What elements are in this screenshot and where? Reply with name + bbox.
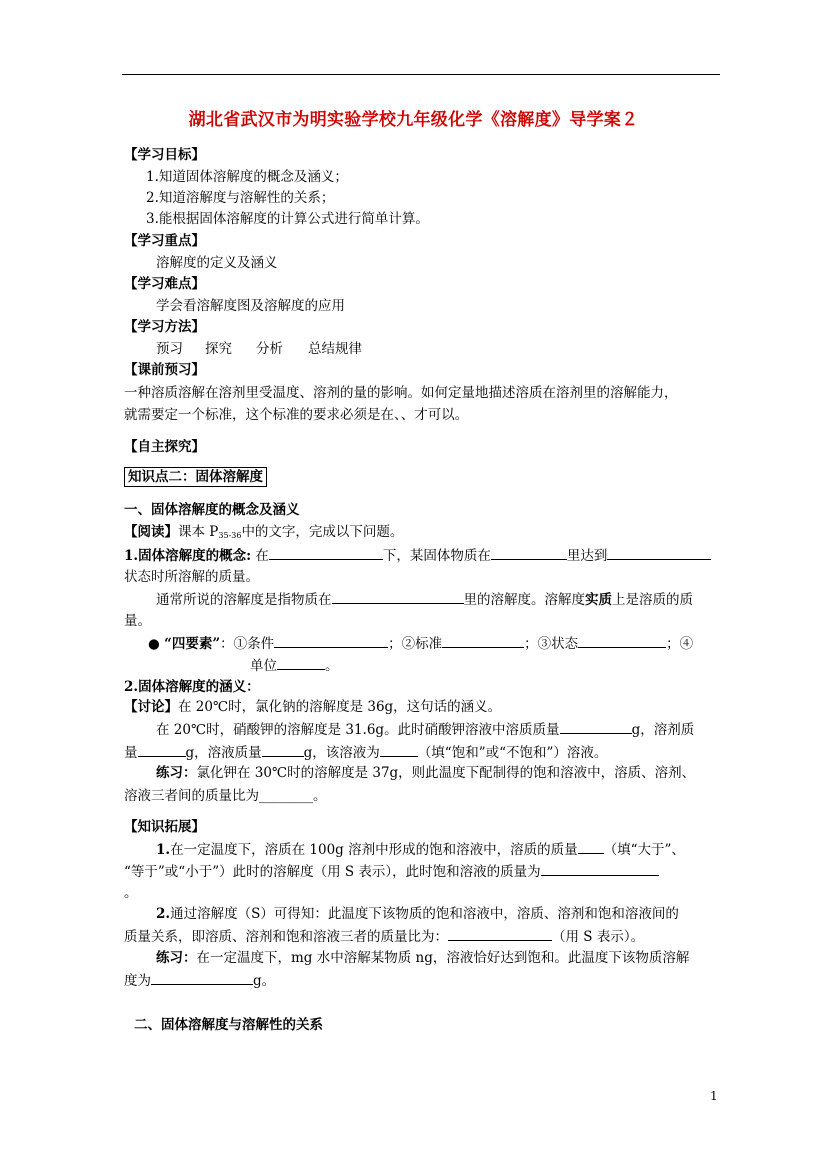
solubility-blank[interactable] — [151, 971, 253, 985]
expand-text: （填“大于”、 — [603, 842, 685, 858]
meaning-heading: 2.固体溶解度的涵义： — [124, 679, 260, 695]
section1-heading: 一、固体溶解度的概念及涵义 — [124, 502, 300, 518]
expand-p3 — [156, 949, 689, 967]
bullet-icon: ● — [148, 636, 160, 652]
standard-blank[interactable] — [442, 634, 524, 648]
expand-p1-line2 — [124, 862, 659, 881]
knowledge-point-title: 知识点二：固体溶解度 — [124, 467, 267, 487]
saturated-mass-blank[interactable] — [541, 862, 659, 876]
difficulty-heading: 【学习难点】 — [124, 276, 205, 292]
solute-mass-blank[interactable] — [560, 720, 632, 734]
focus-heading: 【学习重点】 — [124, 233, 205, 249]
status-blank[interactable] — [578, 634, 666, 648]
practice-text: 氯化钾在 30℃时的溶解度是 37g，则此温度下配制得的饱和溶液中，溶质、溶剂、 — [196, 765, 696, 781]
discuss-line — [124, 698, 501, 716]
usual-bold: 实质 — [585, 592, 612, 608]
expand-text: 质量关系，即溶质、溶剂和饱和溶液三者的质量比为： — [124, 929, 448, 945]
concept-label: 1.固体溶解度的概念: — [124, 548, 252, 564]
page-title: 湖北省武汉市为明实验学校九年级化学《溶解度》导学案２ — [188, 110, 639, 130]
concept-text: 在 — [255, 548, 269, 564]
usual-text: 上是溶质的质 — [612, 592, 693, 608]
four-elements-text: ；③状态 — [524, 636, 579, 652]
unit-line — [250, 656, 339, 675]
header-rule — [122, 74, 720, 75]
expand-text: g。 — [253, 973, 276, 989]
concept-text: 下，某固体物质在 — [382, 548, 491, 564]
four-elements-text: ：①条件 — [220, 636, 275, 652]
goal-item: 3.能根据固体溶解度的计算公式进行简单计算。 — [146, 211, 429, 227]
solvent-amount-blank[interactable] — [491, 546, 567, 560]
usual-line — [156, 590, 693, 609]
temperature-blank[interactable] — [269, 546, 383, 560]
method-item: 总结规律 — [308, 341, 362, 357]
saturation-blank[interactable] — [380, 743, 418, 757]
method-heading: 【学习方法】 — [124, 319, 205, 335]
expand-p3-line2 — [124, 971, 275, 990]
read-pages: 35-36 — [218, 531, 242, 540]
section2-heading: 二、固体溶解度与溶解性的关系 — [134, 1017, 323, 1033]
read-label: 【阅读】 — [124, 524, 178, 540]
goals-heading: 【学习目标】 — [124, 147, 205, 163]
kno3-text: g，溶液质量 — [185, 745, 262, 761]
expand-text: 通过溶解度（S）可得知：此温度下该物质的饱和溶液中，溶质、溶剂和饱和溶液间的 — [170, 906, 679, 922]
unit-label: 单位 — [250, 658, 277, 674]
expand-text: 在一定温度下，mg 水中溶解某物质 ng，溶液恰好达到饱和。此温度下该物质溶解 — [196, 950, 690, 966]
kno3-text: g，该溶液为 — [303, 745, 380, 761]
knowledge-point-box — [124, 468, 267, 486]
expand-text: （用 S 表示）。 — [552, 929, 645, 945]
focus-text: 溶解度的定义及涵义 — [156, 255, 278, 271]
method-item: 分析 — [256, 341, 283, 357]
kno3-text: （填“饱和”或“不饱和”）溶液。 — [417, 745, 608, 761]
read-line — [124, 523, 403, 545]
goal-item: 2.知道溶解度与溶解性的关系； — [146, 190, 335, 206]
four-elements-line — [148, 634, 693, 653]
preview-text-line2: 就需要定一个标准，这个标准的要求必须是在、、才可以。 — [124, 407, 469, 423]
unit-blank[interactable] — [277, 656, 325, 670]
practice-line2: 溶液三者间的质量比为________。 — [124, 788, 327, 804]
practice-label: 练习： — [156, 950, 197, 966]
page-number: 1 — [710, 1089, 718, 1103]
kno3-text: g，溶剂质 — [631, 722, 695, 738]
solution-mass-blank[interactable] — [262, 743, 304, 757]
expand-text: 在一定温度下，溶质在 100g 溶剂中形成的饱和溶液中，溶质的质量 — [170, 842, 578, 858]
expand-p1-line3: 。 — [124, 885, 138, 901]
concept-text: 里达到 — [566, 548, 608, 564]
concept-line — [124, 546, 711, 565]
usual-blank[interactable] — [332, 590, 464, 604]
preview-text-line1: 一种溶质溶解在溶剂里受温度、溶剂的量的影响。如何定量地描述溶质在溶剂里的溶解能力， — [124, 385, 678, 401]
read-text: 课本 P — [178, 524, 219, 540]
read-text-end: 中的文字，完成以下问题。 — [241, 524, 404, 540]
solvent-mass-blank[interactable] — [138, 743, 186, 757]
discuss-label: 【讨论】 — [124, 699, 178, 715]
usual-text: 通常所说的溶解度是指物质在 — [156, 592, 332, 608]
expand-p1 — [156, 840, 685, 859]
expand-num: 2. — [156, 906, 171, 922]
unit-end: 。 — [325, 658, 339, 674]
practice-line — [156, 764, 695, 782]
preview-heading: 【课前预习】 — [124, 362, 205, 378]
difficulty-text: 学会看溶解度图及溶解度的应用 — [156, 298, 345, 314]
concept-line2: 状态时所溶解的质量。 — [124, 569, 259, 585]
kno3-line2 — [124, 743, 607, 762]
four-elements-label: “四要素” — [164, 636, 221, 652]
practice-label: 练习： — [156, 765, 197, 781]
usual-line2: 量。 — [124, 613, 151, 629]
explore-heading: 【自主探究】 — [124, 439, 205, 455]
expand-p2 — [156, 905, 679, 923]
kno3-line — [156, 720, 694, 739]
expand-heading: 【知识拓展】 — [124, 819, 205, 835]
kno3-text: 量 — [124, 745, 138, 761]
four-elements-text: ；④ — [666, 636, 694, 652]
state-blank[interactable] — [607, 546, 711, 560]
ratio-blank[interactable] — [448, 927, 552, 941]
usual-text: 里的溶解度。溶解度 — [463, 592, 585, 608]
expand-text: 度为 — [124, 973, 151, 989]
kno3-text: 在 20℃时，硝酸钾的溶解度是 31.6g。此时硝酸钾溶液中溶质质量 — [156, 722, 560, 738]
expand-num: 1. — [156, 842, 171, 858]
method-item: 探究 — [205, 341, 232, 357]
condition-blank[interactable] — [274, 634, 388, 648]
goal-item: 1.知道固体溶解度的概念及涵义； — [146, 169, 348, 185]
compare-blank[interactable] — [578, 840, 604, 854]
expand-p2-line2 — [124, 927, 644, 946]
method-item: 预习 — [156, 341, 183, 357]
discuss-text: 在 20℃时，氯化钠的溶解度是 36g，这句话的涵义。 — [178, 699, 502, 715]
four-elements-text: ；②标准 — [388, 636, 443, 652]
expand-text: “等于”或“小于”）此时的溶解度（用 S 表示），此时饱和溶液的质量为 — [124, 864, 541, 880]
